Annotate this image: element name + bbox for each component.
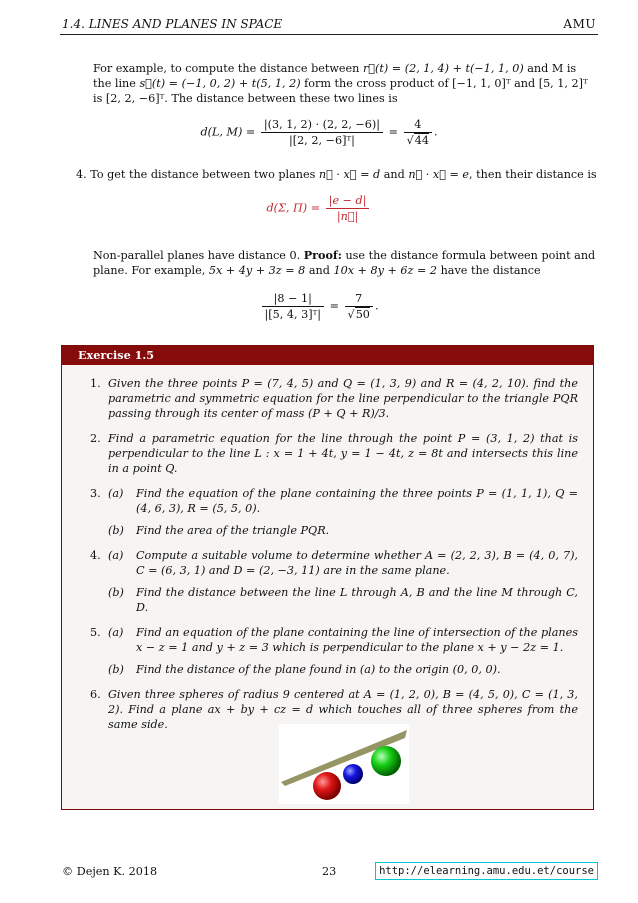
header-section: 1.4. LINES AND PLANES IN SPACE — [62, 17, 283, 31]
exercise-title: Exercise 1.5 — [62, 346, 593, 365]
proof-label: Proof: — [303, 248, 342, 262]
exercise-item-6: 6. Given three spheres of radius 9 centered at A = (1, 2, 0), B = (4, 5, 0), C = (1, 3, 2). Find a plane ax + by + cz = d which touches all of three spheres from the same side. — [90, 688, 578, 731]
intro-paragraph: For example, to compute the distance between r⃗(t) = (2, 1, 4) + t(−1, 1, 0) and M is the line s⃗(t) = (−1, 0, 2) + t(5, 1, 2) form the cross product of [−1, 1, 0]ᵀ and [5, 1, 2]ᵀ is [2, 2, −6]ᵀ. The distance between these two lines is — [93, 62, 588, 105]
course-link[interactable]: http://elearning.amu.edu.et/course — [375, 862, 598, 880]
spheres-illustration — [279, 724, 409, 804]
spheres-plane-svg — [279, 724, 409, 804]
header-org: AMU — [563, 17, 596, 31]
exercise-item-2: 2. Find a parametric equation for the line through the point P = (3, 1, 2) that is perpendicular to the line L : x = 1 + 4t, y = 1 − 4t, z = 8t and intersects this line in a point Q. — [90, 432, 578, 475]
running-header — [60, 14, 598, 35]
green-sphere — [371, 746, 401, 776]
list-item-4: 4. To get the distance between two planes n⃗ · x⃗ = d and n⃗ · x⃗ = e, then their distance is — [76, 168, 597, 181]
line-r: r⃗(t) = (2, 1, 4) + t(−1, 1, 0) — [362, 62, 524, 75]
exercise-item-3: 3. (a) Find the equation of the plane containing the three points P = (1, 1, 1), Q = (4, 6, 3), R = (5, 5, 0). (b) Find the area of the triangle PQR. — [90, 487, 578, 537]
exercise-list — [90, 376, 578, 742]
formula-plane-distance: d(Σ, Π) = $\frac{|e - d|}{|n⃗|}$ — [0, 194, 638, 223]
line-s: s⃗(t) = (−1, 0, 2) + t(5, 1, 2) — [139, 77, 301, 90]
non-parallel-paragraph: Non-parallel planes have distance 0. Proof: use the distance formula between point and plane. For example, 5x + 4y + 3z = 8 and 10x + 8y + 6z = 2 have the distance — [93, 248, 596, 277]
exercise-item-4: 4. (a) Compute a suitable volume to determine whether A = (2, 2, 3), B = (4, 0, 7), C = (6, 3, 1) and D = (2, −3, 11) are in the same plane. (b) Find the distance between the line L through A, B and the line M through C, D. — [90, 549, 578, 614]
formula-line-distance: d(L, M) = $\frac{|(3, 1, 2) \cdot (2, 2, -6)|}{\text{|[2, 2, −6]ᵀ|}}$ = $\frac{4}{√44}$ . — [200, 118, 438, 147]
page-footer — [62, 862, 598, 882]
exercise-item-5: 5. (a) Find an equation of the plane containing the line of intersection of the planes x − z = 1 and y + z = 3 which is perpendicular to the plane x + y − 2z = 1. (b) Find the distance of the plane found in (a) to the origin (0, 0, 0). — [90, 626, 578, 676]
red-sphere — [313, 772, 341, 800]
exercise-box — [61, 345, 594, 810]
exercise-item-1: 1. Given the three points P = (7, 4, 5) and Q = (1, 3, 9) and R = (4, 2, 10). find the parametric and symmetric equation for the line perpendicular to the triangle PQR passing through its center of mass (P + Q + R)/3. — [90, 377, 578, 420]
page-number: 23 — [322, 865, 337, 878]
formula-example-distance: $\frac{|8 - 1|}{\text{|[5, 4, 3]ᵀ|}}$ = $\frac{7}{√50}$ . — [0, 292, 638, 321]
blue-sphere — [343, 764, 363, 784]
copyright: © Dejen K. 2018 — [62, 865, 158, 878]
